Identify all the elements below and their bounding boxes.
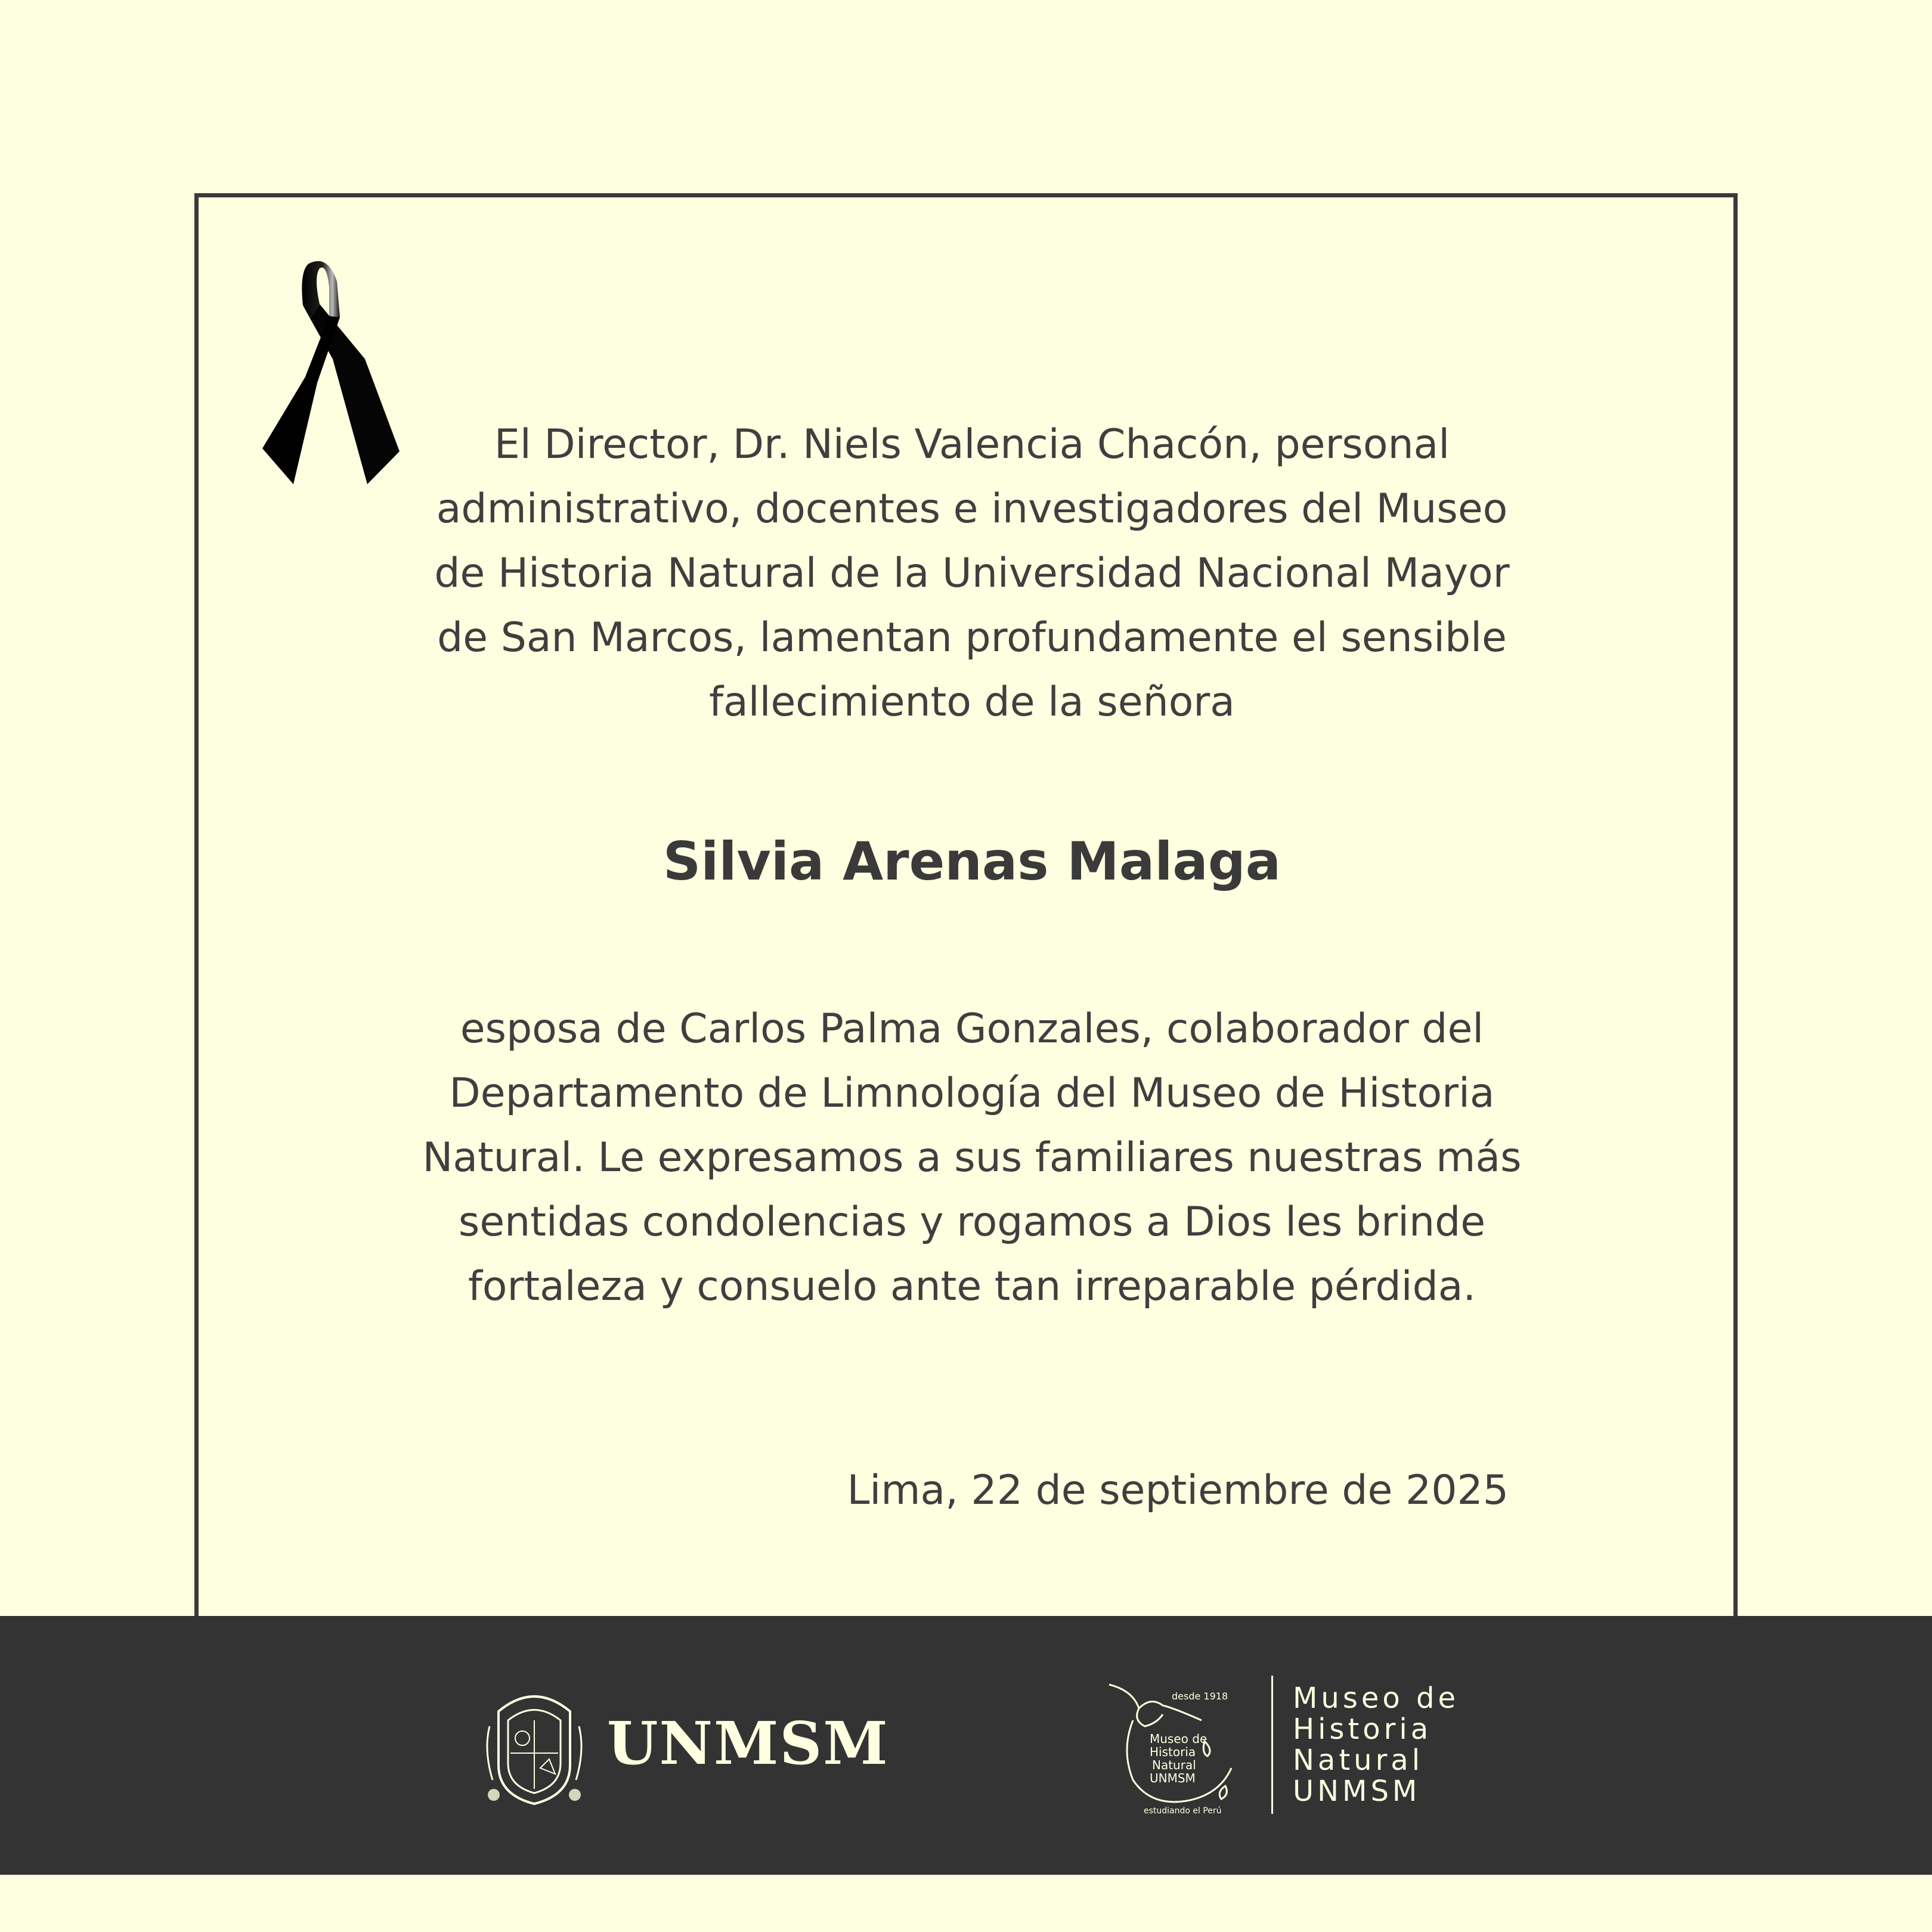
mourning-ribbon-icon	[262, 246, 400, 484]
svg-text:Museo de: Museo de	[1150, 1732, 1208, 1746]
notice-frame	[194, 193, 1738, 1624]
museum-line: Museo de	[1293, 1682, 1459, 1715]
svg-text:Natural: Natural	[1152, 1758, 1196, 1772]
condolence-body: esposa de Carlos Palma Gonzales, colaborador del Departamento de Limnología del Museo de Historia Natural. Le expresamos a sus familiares nuestras más sentidas condolencias y rogamos a Dios les brinde fortaleza y consuelo ante tan irreparable pérdida.	[422, 1005, 1522, 1310]
svg-text:UNMSM: UNMSM	[1150, 1771, 1196, 1785]
svg-text:estudiando el Perú: estudiando el Perú	[1144, 1806, 1222, 1816]
deceased-name: Silvia Arenas Malaga	[662, 831, 1281, 892]
svg-text:Historia: Historia	[1150, 1745, 1196, 1759]
museum-wordmark	[1293, 1683, 1459, 1807]
condolence-intro: El Director, Dr. Niels Valencia Chacón, personal administrativo, docentes e investigadores del Museo de Historia Natural de la Universidad Nacional Mayor de San Marcos, lamentan profundamente el sensible fallecimiento de la señora	[434, 421, 1510, 726]
hummingbird-emblem-icon	[1097, 1673, 1246, 1822]
museum-line: Historia	[1293, 1713, 1432, 1746]
footer-bar	[0, 1616, 1932, 1875]
unmsm-seal-icon	[481, 1685, 588, 1810]
museum-line: UNMSM	[1293, 1775, 1421, 1808]
unmsm-wordmark: UNMSM	[607, 1710, 889, 1778]
svg-text:desde 1918: desde 1918	[1172, 1690, 1228, 1702]
date-line: Lima, 22 de septiembre de 2025	[847, 1467, 1509, 1514]
logo-divider	[1271, 1676, 1273, 1814]
museum-line: Natural	[1293, 1744, 1424, 1777]
